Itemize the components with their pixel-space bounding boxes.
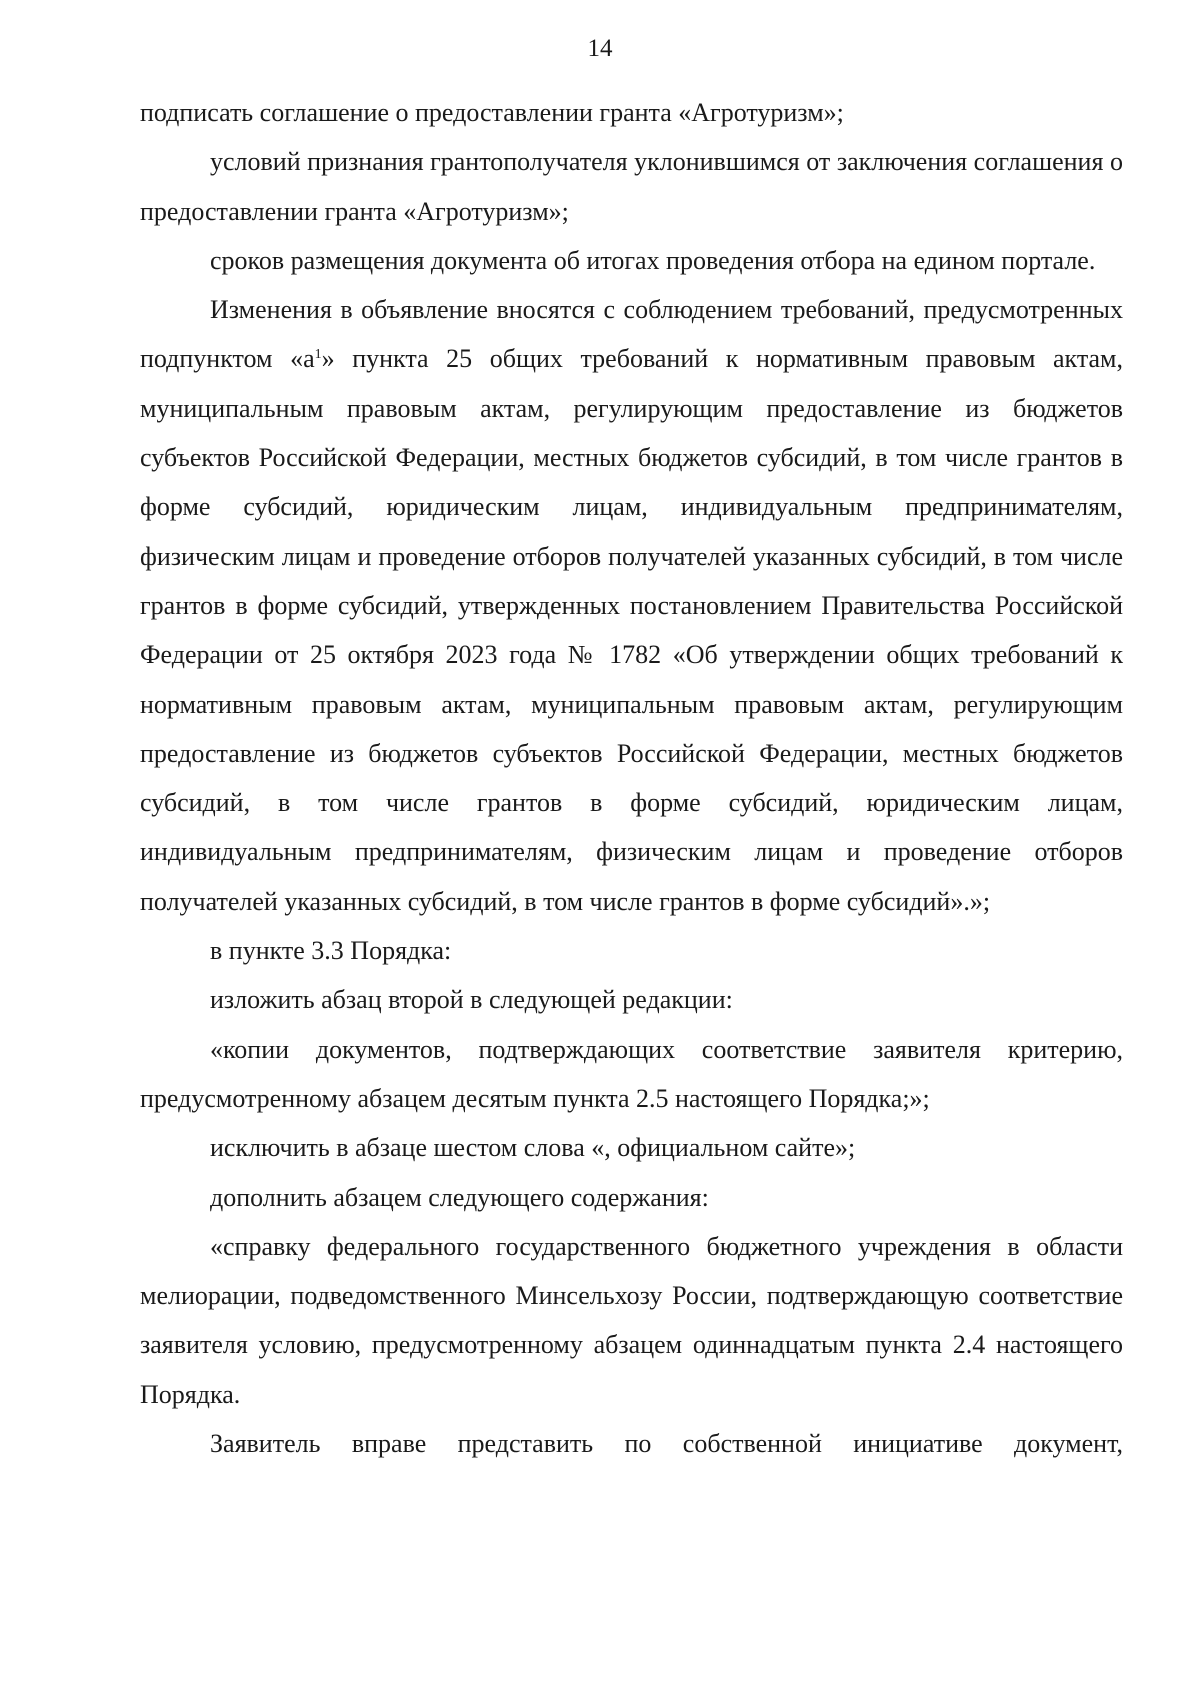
paragraph-7: «копии документов, подтверждающих соответствие заявителя критерию, предусмотренному абзацем десятым пункта 2.5 настоящего Порядка;»; — [140, 1034, 1123, 1113]
paragraph-10: «справку федерального государственного бюджетного учреждения в области мелиорации, подведомственного Минсельхозу России, подтверждающую соответствие заявителя условию, предусмотренному абзацем одиннадцатым пункта 2.4 настоящего Порядка. — [140, 1231, 1123, 1409]
paragraph-2: условий признания грантополучателя уклонившимся от заключения соглашения о предоставлении гранта «Агротуризм»; — [140, 147, 1123, 226]
paragraph-11: Заявитель вправе представить по собственной инициативе документ, — [210, 1429, 1123, 1459]
paragraph-4-part-2: » пункта 25 общих требований к нормативным правовым актам, муниципальным правовым актам, регулирующим предоставление из бюджетов субъектов Российской Федерации, местных бюджетов субсидий, в том числе грантов в форме субсидий, юридическим лицам, индивидуальным предпринимателям, физическим лицам и проведение отборов получателей указанных субсидий, в том числе грантов в форме субсидий, утвержденных постановлением Правительства Российской Федерации от 25 октября 2023 года № 1782 «Об утверждении общих требований к нормативным правовым актам, муниципальным правовым актам, регулирующим предоставление из бюджетов субъектов Российской Федерации, местных бюджетов субсидий, в том числе грантов в форме субсидий, юридическим лицам, индивидуальным предпринимателям, физическим лицам и проведение отборов получателей указанных субсидий, в том числе грантов в форме субсидий».»; — [140, 344, 1123, 916]
superscript-mark: 1 — [314, 347, 322, 363]
paragraph-3: сроков размещения документа об итогах проведения отбора на едином портале. — [210, 245, 1096, 275]
paragraph-1: подписать соглашение о предоставлении гранта «Агротуризм»; — [140, 98, 844, 127]
paragraph-4 — [140, 285, 1123, 926]
document-body — [140, 88, 1123, 1468]
paragraph-5: в пункте 3.3 Порядка: — [210, 936, 452, 966]
paragraph-6: изложить абзац второй в следующей редакции: — [210, 985, 733, 1015]
paragraph-8: исключить в абзаце шестом слова «, официальном сайте»; — [210, 1133, 856, 1163]
paragraph-4-part-1: Изменения в объявление вносятся с соблюдением требований, предусмотренных подпунктом «а — [140, 295, 1123, 374]
page-number: 14 — [587, 35, 613, 62]
paragraph-9: дополнить абзацем следующего содержания: — [210, 1182, 709, 1212]
